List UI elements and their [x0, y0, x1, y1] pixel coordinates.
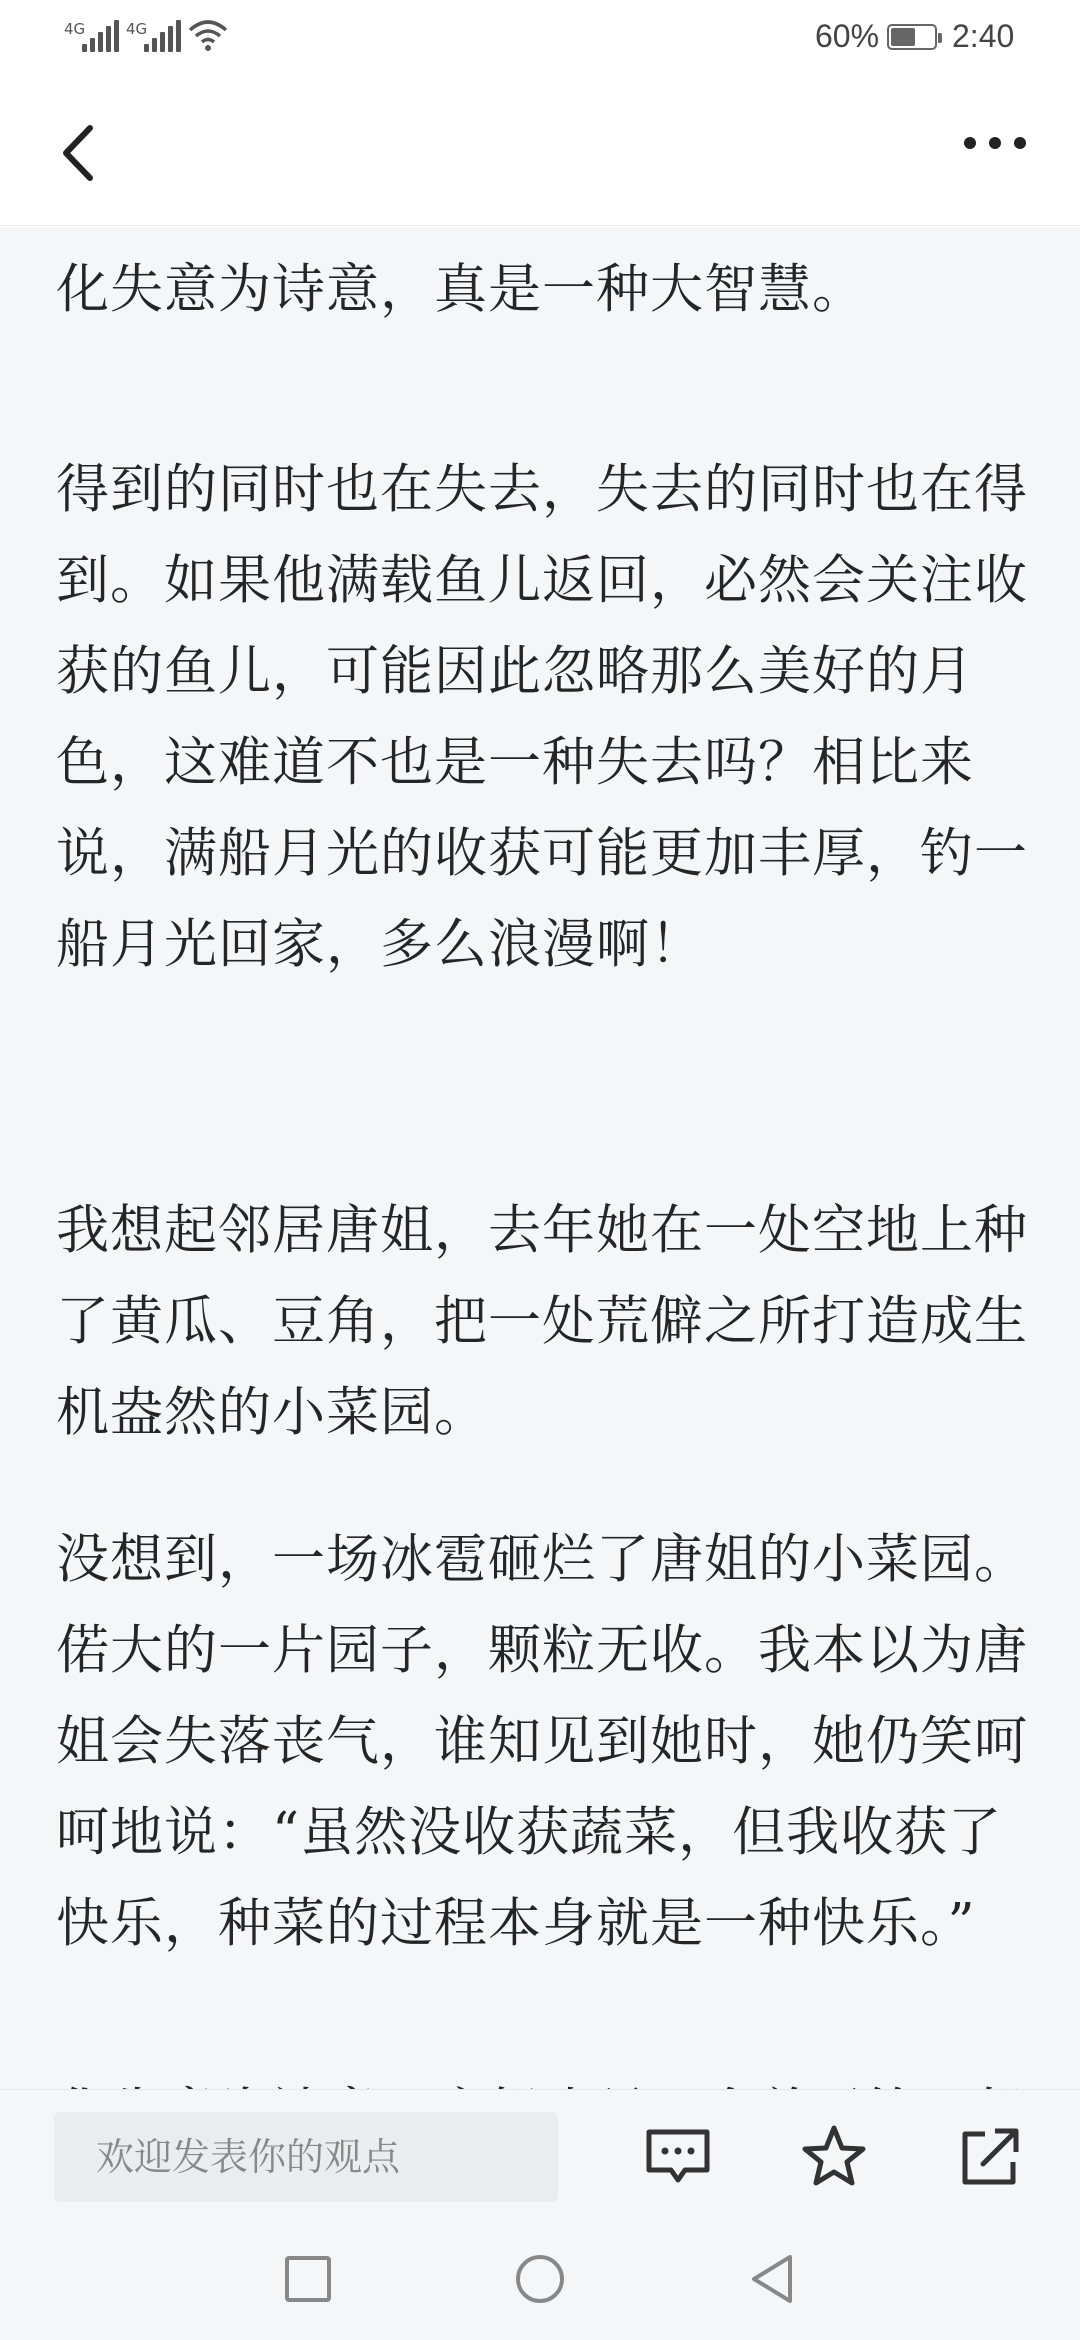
text-line: 化失意为诗意，真是一种大智慧。: [56, 259, 866, 320]
comment-icon[interactable]: [643, 2122, 713, 2192]
text-line: 机盎然的小菜园。: [56, 1382, 488, 1443]
more-horizontal-icon[interactable]: [950, 118, 1040, 188]
comment-input[interactable]: 欢迎发表你的观点: [54, 2112, 558, 2202]
text-line: 呵地说：“虽然没收获蔬菜，但我收获了: [56, 1802, 1003, 1863]
cellular-signal-1-icon: [64, 20, 120, 52]
article-content[interactable]: [0, 227, 1080, 2089]
wifi-icon: [188, 18, 228, 52]
article-paragraph-2: [56, 444, 1036, 990]
text-line: 了黄瓜、豆角，把一处荒僻之所打造成生: [56, 1291, 1028, 1352]
signal-2-label: 4G: [126, 20, 148, 38]
top-navigation-bar: [0, 76, 1080, 226]
text-line: 船月光回家，多么浪漫啊！: [56, 914, 704, 975]
text-line: 没想到，一场冰雹砸烂了唐姐的小菜园。: [56, 1529, 1028, 1590]
star-icon[interactable]: [799, 2122, 869, 2192]
text-line: 姐会失落丧气，谁知见到她时，她仍笑呵: [56, 1711, 1028, 1772]
cellular-signal-2-icon: [126, 20, 182, 52]
article-paragraph-4: [56, 1514, 1036, 1969]
text-line: 获的鱼儿，可能因此忽略那么美好的月: [56, 641, 974, 702]
status-bar: [0, 0, 1080, 76]
text-line: 说，满船月光的收获可能更加丰厚，钓一: [56, 823, 1028, 884]
text-line: 得到的同时也在失去，失去的同时也在得: [56, 459, 1028, 520]
system-navigation-bar: [0, 2219, 1080, 2340]
bottom-action-bar: [0, 2089, 1080, 2219]
text-line: 我想起邻居唐姐，去年她在一处空地上种: [56, 1200, 1028, 1261]
text-line: 偌大的一片园子，颗粒无收。我本以为唐: [56, 1620, 1028, 1681]
chevron-left-icon[interactable]: [46, 118, 116, 188]
circle-icon[interactable]: [510, 2249, 570, 2309]
status-time: 2:40: [952, 18, 1015, 54]
battery-icon: [887, 24, 937, 50]
signal-1-label: 4G: [64, 20, 86, 38]
article-paragraph-1: [56, 244, 1036, 335]
share-icon[interactable]: [955, 2122, 1025, 2192]
article-paragraph-3: [56, 1185, 1036, 1458]
battery-percent: 60%: [815, 18, 880, 54]
triangle-back-icon[interactable]: [742, 2249, 802, 2309]
text-line: 到。如果他满载鱼儿返回，必然会关注收: [56, 550, 1028, 611]
square-icon[interactable]: [278, 2249, 338, 2309]
text-line: 色，这难道不也是一种失去吗？相比来: [56, 732, 974, 793]
text-line: 快乐，种菜的过程本身就是一种快乐。”: [56, 1893, 976, 1954]
